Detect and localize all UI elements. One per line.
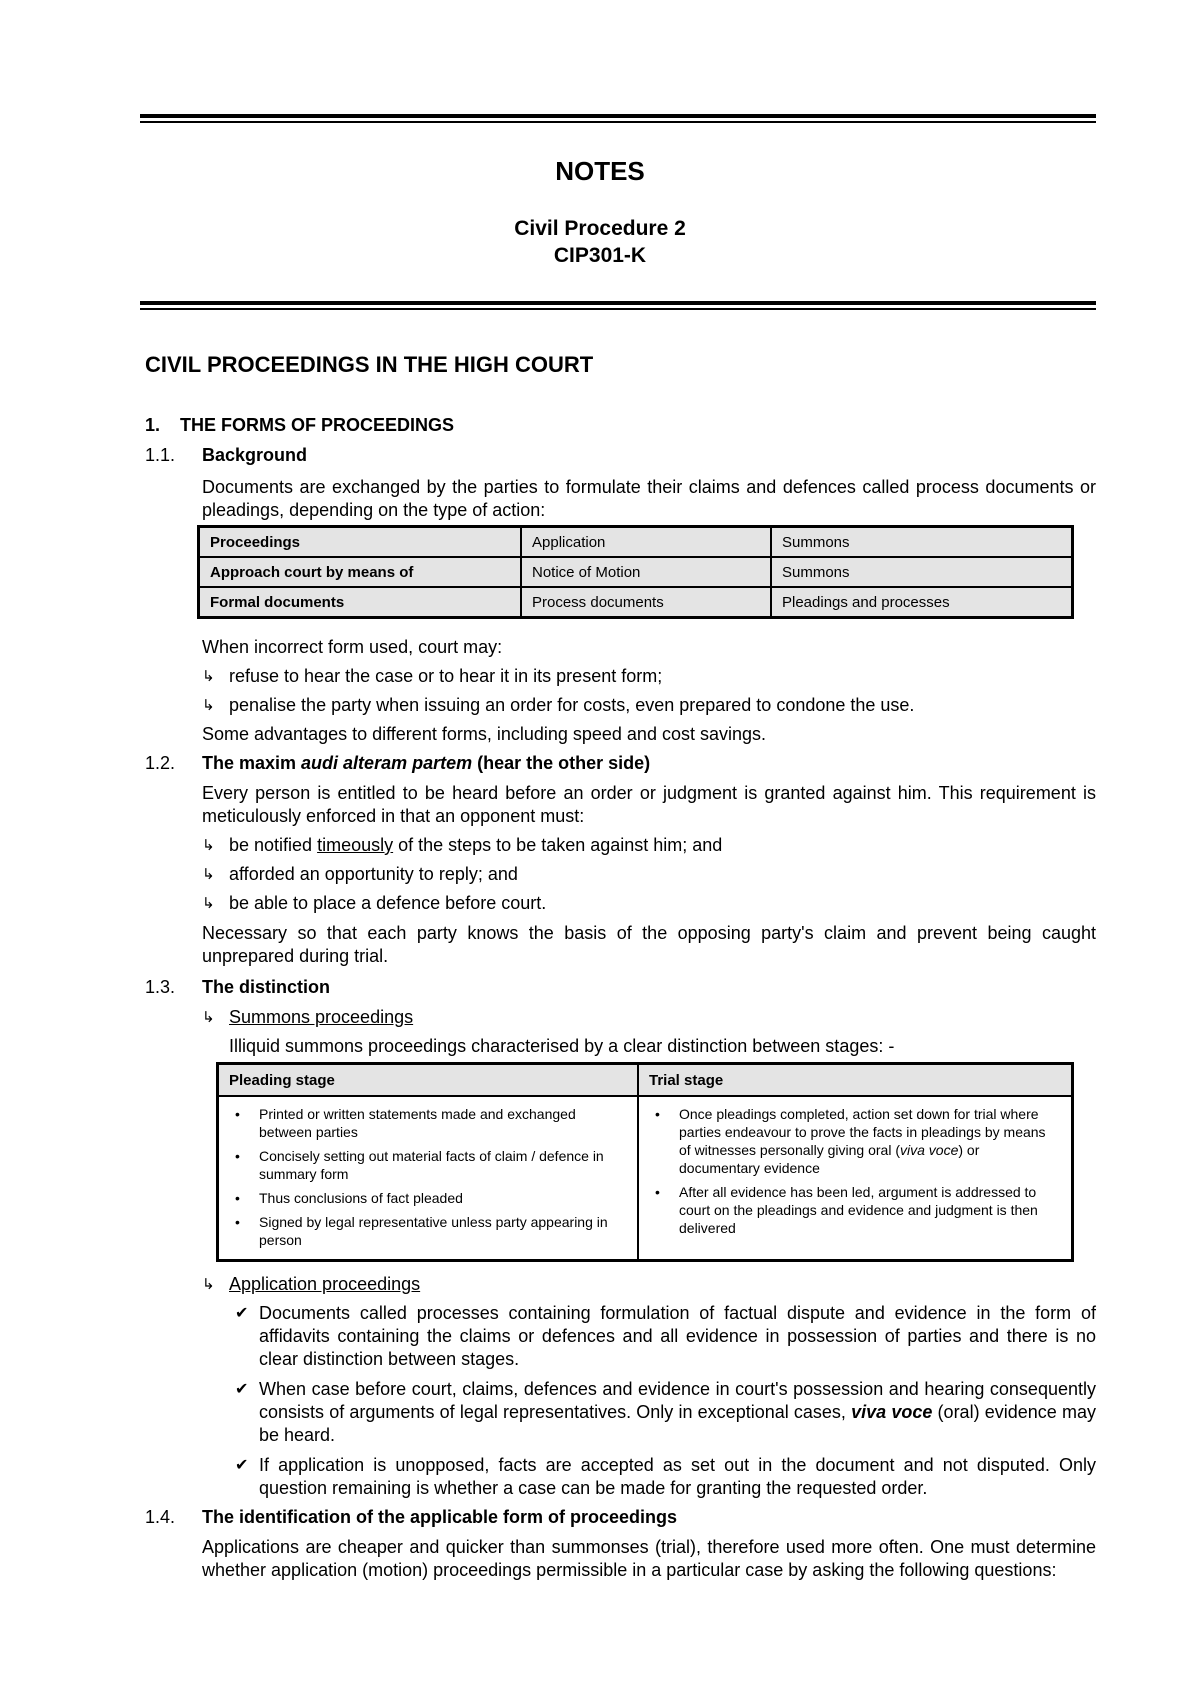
incorrect-form-intro: When incorrect form used, court may: (202, 637, 503, 657)
hook-arrow-icon: ↳ (202, 697, 215, 714)
hook-arrow-icon: ↳ (202, 1276, 215, 1293)
table-row (199, 557, 1073, 587)
table-cell: Formal documents (199, 587, 522, 618)
section-1-4-para: Applications are cheaper and quicker than summonses (trial), therefore used more often. One must determine whether application (motion) proceedings permissible in a particular case by asking the following questions: (202, 1537, 1096, 1580)
table-row (218, 1096, 1073, 1261)
section-1-4-title: The identification of the applicable form of proceedings (202, 1507, 678, 1527)
table-cell: Pleadings and processes (771, 587, 1073, 618)
doc-title: NOTES (555, 156, 645, 186)
top-double-rule (140, 114, 1096, 123)
table-cell: Process documents (521, 587, 771, 618)
table-row (218, 1064, 1073, 1097)
table-cell: Proceedings (199, 527, 522, 558)
table-cell (218, 1096, 639, 1261)
list-item: • Thus conclusions of fact pleaded (229, 1189, 627, 1207)
hook-arrow-icon: ↳ (202, 895, 215, 912)
table-row (199, 587, 1073, 618)
course-name: Civil Procedure 2 (514, 217, 686, 240)
table-cell: Summons (771, 527, 1073, 558)
hook-arrow-icon: ↳ (202, 837, 215, 854)
proceedings-forms-table (197, 525, 1074, 619)
list-item: • Concisely setting out material facts of claim / defence in summary form (229, 1147, 627, 1183)
section-1-1-closing: Some advantages to different forms, including speed and cost savings. (202, 724, 767, 744)
checkmark-icon: ✔ (235, 1381, 249, 1398)
section-1-3-number: 1.3. (145, 977, 176, 997)
section-1-2-para1: Every person is entitled to be heard before an order or judgment is granted against him. This requirement is meticulously enforced in that an opponent must: (202, 783, 1096, 826)
table-header-cell: Trial stage (638, 1064, 1073, 1097)
summons-intro: Illiquid summons proceedings characterised by a clear distinction between stages: - (229, 1036, 895, 1056)
section-1-2-number: 1.2. (145, 753, 176, 773)
table-header-cell: Pleading stage (218, 1064, 639, 1097)
hook-arrow-icon: ↳ (202, 1009, 215, 1026)
table-cell: Approach court by means of (199, 557, 522, 587)
course-code: CIP301-K (553, 244, 647, 267)
section-1-1-intro: Documents are exchanged by the parties to formulate their claims and defences called process documents or pleadings, depending on the type of action: (202, 477, 1096, 520)
list-item: • After all evidence has been led, argument is addressed to court on the pleadings and evidence and judgment is then delivered (649, 1183, 1061, 1237)
table-cell: Application (521, 527, 771, 558)
section-1-number: 1. (145, 415, 161, 435)
section-1-1-title: Background (202, 445, 308, 465)
list-item: • Once pleadings completed, action set down for trial where parties endeavour to prove the facts in pleadings by means of witnesses personally giving oral (viva voce) or documentary evidence (649, 1105, 1061, 1177)
table-cell (638, 1096, 1073, 1261)
document-page: NOTES Civil Procedure 2 CIP301-K CIVIL PROCEEDINGS IN THE HIGH COURT 1. THE FORMS OF PROCEEDINGS 1.1. Background Documents are exchanged by the parties to formulate their claims and defences called process documents or pleadings, depending on the type of action: Proceedings Application Summons Approach court by means of Notice of Motion Summons Formal documents Process documents Pleadings and processes When incorrect form used, court may: ↳ refuse to hear the case or to hear it in its present form; ↳ penalise the party when issuing an order for costs, even prepared to condone the use. Some advantages to different forms, including speed and cost savings. 1.2. The maxim audi alteram partem (hear the other side) Every person is entitled to be heard before an order or judgment is granted against him. This requirement is meticulously enforced in that an opponent must: ↳ be notified timeously of the steps to be taken against him; and ↳ afforded an opportunity to reply; and ↳ be able to place a defence before court. Necessary so that each party knows the basis of the opposing party's claim and prevent being caught unprepared during trial. 1.3. The distinction ↳ Summons proceedings Illiquid summons proceedings characterised by a clear distinction between stages: - Pleading stage Trial stage • Printed or written statements made and exchanged between parties • Concisely setting out material facts of claim / defence in summary form • Thus conclusions of fact pleaded • Signed by legal representative unless party appearing in person • Once pleadings completed, action set down for trial where parties endeavour to prove the facts in pleadings by means of witnesses personally giving oral (viva voce) or documentary evidence • After all evidence has been led, argument is addressed to court on the pleadings and evidence and judgment is then delivered ↳ Application proceedings ✔ Documents called processes containing formulation of factual dispute and evidence in the form of affidavits containing the claims or defences and all evidence in possession of parties and there is no clear distinction between stages. ✔ When case before court, claims, defences and evidence in court's possession and hearing consequently consists of arguments of legal representatives. Only in exceptional cases, viva voce (oral) evidence may be heard. ✔ If application is unopposed, facts are accepted as set out in the document and not disputed. Only question remaining is whether a case can be made for granting the requested order. 1.4. The identification of the applicable form of proceedings Applications are cheaper and quicker than summonses (trial), therefore used more often. One must determine whether application (motion) proceedings permissible in a particular case by asking the following questions: (0, 0, 1200, 1698)
section-1-4-number: 1.4. (145, 1507, 176, 1527)
section-1-3-title: The distinction (202, 977, 330, 997)
stages-table (216, 1062, 1074, 1262)
main-heading: CIVIL PROCEEDINGS IN THE HIGH COURT (145, 352, 594, 377)
table-cell: Summons (771, 557, 1073, 587)
list-item: • Signed by legal representative unless party appearing in person (229, 1213, 627, 1249)
section-1-title: THE FORMS OF PROCEEDINGS (180, 415, 455, 435)
list-item: • Printed or written statements made and exchanged between parties (229, 1105, 627, 1141)
table-cell: Notice of Motion (521, 557, 771, 587)
checkmark-icon: ✔ (235, 1305, 249, 1322)
hook-arrow-icon: ↳ (202, 668, 215, 685)
section-1-1-number: 1.1. (145, 445, 176, 465)
section-1-2-para2: Necessary so that each party knows the basis of the opposing party's claim and prevent being caught unprepared during trial. (202, 923, 1096, 966)
section-1-2-title: The maxim audi alteram partem (hear the other side) (202, 753, 651, 773)
header-bottom-rule (140, 301, 1096, 310)
hook-arrow-icon: ↳ (202, 866, 215, 883)
table-row (199, 527, 1073, 558)
checkmark-icon: ✔ (235, 1457, 249, 1474)
